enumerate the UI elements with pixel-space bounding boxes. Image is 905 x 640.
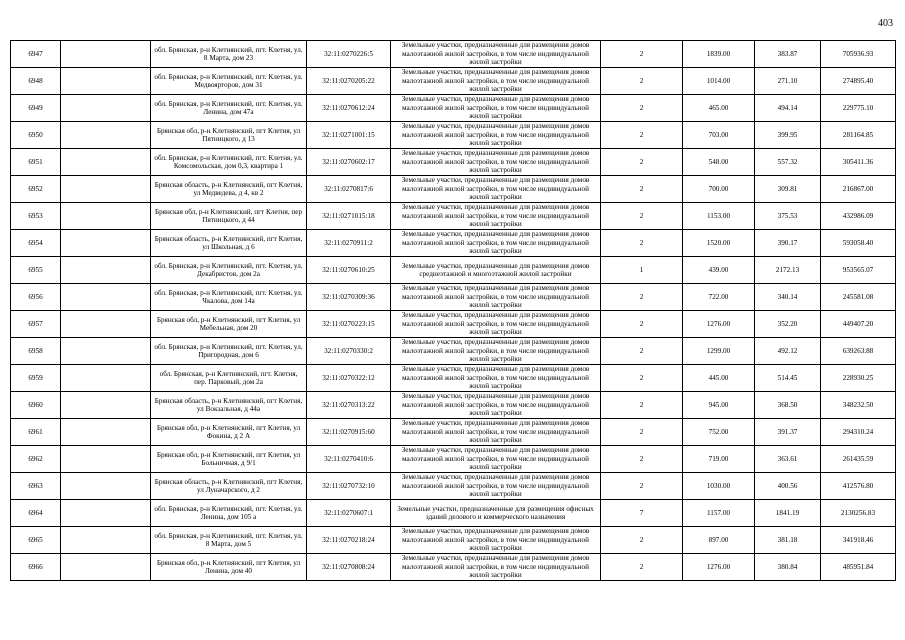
unit-value-cell: 383.87 bbox=[755, 41, 821, 68]
unit-value-cell: 271.10 bbox=[755, 68, 821, 95]
table-row bbox=[11, 554, 896, 581]
land-use-cell: Земельные участки, предназначенные для размещения домов малоэтажной жилой застройки, в том числе индивидуальной жилой застройки bbox=[391, 149, 601, 176]
land-use-cell: Земельные участки, предназначенные для размещения домов малоэтажной жилой застройки, в том числе индивидуальной жилой застройки bbox=[391, 176, 601, 203]
spacer-cell bbox=[61, 473, 151, 500]
cadastral-value-cell: 432986.09 bbox=[821, 203, 896, 230]
cadastral-number-cell: 32:11:0270322:12 bbox=[307, 365, 391, 392]
zone-cell: 2 bbox=[601, 68, 683, 95]
zone-cell: 2 bbox=[601, 446, 683, 473]
cadastral-value-cell: 705936.93 bbox=[821, 41, 896, 68]
row-number-cell: 6963 bbox=[11, 473, 61, 500]
land-use-cell: Земельные участки, предназначенные для размещения домов малоэтажной жилой застройки, в том числе индивидуальной жилой застройки bbox=[391, 311, 601, 338]
row-number-cell: 6965 bbox=[11, 527, 61, 554]
spacer-cell bbox=[61, 554, 151, 581]
row-number-cell: 6959 bbox=[11, 365, 61, 392]
land-use-cell: Земельные участки, предназначенные для размещения домов малоэтажной жилой застройки, в том числе индивидуальной жилой застройки bbox=[391, 473, 601, 500]
table-row bbox=[11, 446, 896, 473]
area-cell: 1014.00 bbox=[683, 68, 755, 95]
land-use-cell: Земельные участки, предназначенные для размещения офисных зданий делового и коммерческого назначения bbox=[391, 500, 601, 527]
table-row bbox=[11, 149, 896, 176]
area-cell: 752.00 bbox=[683, 419, 755, 446]
land-use-cell: Земельные участки, предназначенные для размещения домов малоэтажной жилой застройки, в том числе индивидуальной жилой застройки bbox=[391, 338, 601, 365]
row-number-cell: 6961 bbox=[11, 419, 61, 446]
unit-value-cell: 2172.13 bbox=[755, 257, 821, 284]
unit-value-cell: 399.95 bbox=[755, 122, 821, 149]
spacer-cell bbox=[61, 338, 151, 365]
cadastral-number-cell: 32:11:0270309:36 bbox=[307, 284, 391, 311]
spacer-cell bbox=[61, 122, 151, 149]
land-use-cell: Земельные участки, предназначенные для размещения домов малоэтажной жилой застройки, в том числе индивидуальной жилой застройки bbox=[391, 230, 601, 257]
zone-cell: 2 bbox=[601, 95, 683, 122]
row-number-cell: 6951 bbox=[11, 149, 61, 176]
spacer-cell bbox=[61, 149, 151, 176]
cadastral-number-cell: 32:11:0270218:24 bbox=[307, 527, 391, 554]
address-cell: Брянская обл, р-н Клетнянский, пгт Клетня, ул Пятницкого, д 13 bbox=[151, 122, 307, 149]
address-cell: обл. Брянская, р-н Клетнянский, пгт. Клетня, ул. Декабристов, дом 2а bbox=[151, 257, 307, 284]
table-row bbox=[11, 203, 896, 230]
cadastral-number-cell: 32:11:0270612:24 bbox=[307, 95, 391, 122]
row-number-cell: 6960 bbox=[11, 392, 61, 419]
unit-value-cell: 309.81 bbox=[755, 176, 821, 203]
row-number-cell: 6947 bbox=[11, 41, 61, 68]
row-number-cell: 6948 bbox=[11, 68, 61, 95]
unit-value-cell: 514.45 bbox=[755, 365, 821, 392]
zone-cell: 2 bbox=[601, 365, 683, 392]
cadastral-value-cell: 274895.40 bbox=[821, 68, 896, 95]
address-cell: Брянская обл, р-н Клетнянский, пгт Клетня, пер Пятницкого, д 44 bbox=[151, 203, 307, 230]
cadastral-value-cell: 294310.24 bbox=[821, 419, 896, 446]
unit-value-cell: 381.18 bbox=[755, 527, 821, 554]
unit-value-cell: 494.14 bbox=[755, 95, 821, 122]
cadastral-number-cell: 32:11:0270205:22 bbox=[307, 68, 391, 95]
area-cell: 1276.00 bbox=[683, 554, 755, 581]
address-cell: обл. Брянская, р-н Клетнянский, пгт. Клетня, ул. Ленина, дом 47а bbox=[151, 95, 307, 122]
unit-value-cell: 340.14 bbox=[755, 284, 821, 311]
zone-cell: 2 bbox=[601, 392, 683, 419]
row-number-cell: 6949 bbox=[11, 95, 61, 122]
unit-value-cell: 1841.19 bbox=[755, 500, 821, 527]
area-cell: 703.00 bbox=[683, 122, 755, 149]
address-cell: Брянская обл, р-н Клетнянский, пгт Клетня, ул Ленина, дом 40 bbox=[151, 554, 307, 581]
unit-value-cell: 492.12 bbox=[755, 338, 821, 365]
spacer-cell bbox=[61, 446, 151, 473]
cadastral-number-cell: 32:11:0270330:2 bbox=[307, 338, 391, 365]
spacer-cell bbox=[61, 176, 151, 203]
cadastral-value-cell: 2130256.83 bbox=[821, 500, 896, 527]
land-use-cell: Земельные участки, предназначенные для размещения домов малоэтажной жилой застройки, в том числе индивидуальной жилой застройки bbox=[391, 68, 601, 95]
row-number-cell: 6950 bbox=[11, 122, 61, 149]
land-use-cell: Земельные участки, предназначенные для размещения домов малоэтажной жилой застройки, в том числе индивидуальной жилой застройки bbox=[391, 203, 601, 230]
land-use-cell: Земельные участки, предназначенные для размещения домов малоэтажной жилой застройки, в том числе индивидуальной жилой застройки bbox=[391, 41, 601, 68]
table-row bbox=[11, 392, 896, 419]
cadastral-value-cell: 412576.80 bbox=[821, 473, 896, 500]
row-number-cell: 6964 bbox=[11, 500, 61, 527]
unit-value-cell: 352.20 bbox=[755, 311, 821, 338]
area-cell: 1030.00 bbox=[683, 473, 755, 500]
table-row bbox=[11, 365, 896, 392]
area-cell: 465.00 bbox=[683, 95, 755, 122]
row-number-cell: 6954 bbox=[11, 230, 61, 257]
address-cell: Брянская обл, р-н Клетнянский, пгт Клетня, ул Больничная, д 9/1 bbox=[151, 446, 307, 473]
zone-cell: 2 bbox=[601, 554, 683, 581]
cadastral-value-cell: 593058.40 bbox=[821, 230, 896, 257]
zone-cell: 2 bbox=[601, 41, 683, 68]
area-cell: 548.00 bbox=[683, 149, 755, 176]
address-cell: обл. Брянская, р-н Клетнянский, пгт. Клетня, ул. Ленина, дом 105 а bbox=[151, 500, 307, 527]
zone-cell: 2 bbox=[601, 284, 683, 311]
address-cell: Брянская область, р-н Клетнянский, пгт Клетня, ул Луначарского, д 2 bbox=[151, 473, 307, 500]
area-cell: 439.00 bbox=[683, 257, 755, 284]
cadastral-number-cell: 32:11:0270313:22 bbox=[307, 392, 391, 419]
area-cell: 722.00 bbox=[683, 284, 755, 311]
cadastral-number-cell: 32:11:0270410:6 bbox=[307, 446, 391, 473]
spacer-cell bbox=[61, 419, 151, 446]
cadastral-number-cell: 32:11:0270817:6 bbox=[307, 176, 391, 203]
spacer-cell bbox=[61, 230, 151, 257]
table-row bbox=[11, 41, 896, 68]
cadastral-value-cell: 245581.08 bbox=[821, 284, 896, 311]
row-number-cell: 6953 bbox=[11, 203, 61, 230]
cadastral-value-cell: 485951.84 bbox=[821, 554, 896, 581]
unit-value-cell: 400.56 bbox=[755, 473, 821, 500]
cadastral-number-cell: 32:11:0270911:2 bbox=[307, 230, 391, 257]
land-use-cell: Земельные участки, предназначенные для размещения домов малоэтажной жилой застройки, в том числе индивидуальной жилой застройки bbox=[391, 554, 601, 581]
area-cell: 445.00 bbox=[683, 365, 755, 392]
area-cell: 1839.00 bbox=[683, 41, 755, 68]
row-number-cell: 6952 bbox=[11, 176, 61, 203]
area-cell: 1153.00 bbox=[683, 203, 755, 230]
spacer-cell bbox=[61, 257, 151, 284]
spacer-cell bbox=[61, 41, 151, 68]
zone-cell: 2 bbox=[601, 230, 683, 257]
cadastral-number-cell: 32:11:0270610:25 bbox=[307, 257, 391, 284]
land-plot-table bbox=[10, 40, 896, 581]
unit-value-cell: 391.37 bbox=[755, 419, 821, 446]
row-number-cell: 6958 bbox=[11, 338, 61, 365]
cadastral-number-cell: 32:11:0271001:15 bbox=[307, 122, 391, 149]
table-row bbox=[11, 257, 896, 284]
address-cell: Брянская обл, р-н Клетнянский, пгт Клетня, ул Мебельная, дом 20 bbox=[151, 311, 307, 338]
address-cell: обл. Брянская, р-н Клетнянский, пгт. Клетня, ул. Пригородная, дом 6 bbox=[151, 338, 307, 365]
zone-cell: 2 bbox=[601, 311, 683, 338]
row-number-cell: 6956 bbox=[11, 284, 61, 311]
address-cell: обл. Брянская, р-н Клетнянский, пгт. Клетня, ул. Чкалова, дом 14а bbox=[151, 284, 307, 311]
area-cell: 1276.00 bbox=[683, 311, 755, 338]
table-row bbox=[11, 95, 896, 122]
land-use-cell: Земельные участки, предназначенные для размещения домов малоэтажной жилой застройки, в том числе индивидуальной жилой застройки bbox=[391, 392, 601, 419]
cadastral-number-cell: 32:11:0271015:18 bbox=[307, 203, 391, 230]
unit-value-cell: 363.61 bbox=[755, 446, 821, 473]
cadastral-value-cell: 348232.50 bbox=[821, 392, 896, 419]
cadastral-number-cell: 32:11:0270808:24 bbox=[307, 554, 391, 581]
land-use-cell: Земельные участки, предназначенные для размещения домов малоэтажной жилой застройки, в том числе индивидуальной жилой застройки bbox=[391, 419, 601, 446]
zone-cell: 2 bbox=[601, 203, 683, 230]
table-row bbox=[11, 284, 896, 311]
zone-cell: 2 bbox=[601, 176, 683, 203]
table-row bbox=[11, 176, 896, 203]
land-use-cell: Земельные участки, предназначенные для размещения домов малоэтажной жилой застройки, в том числе индивидуальной жилой застройки bbox=[391, 284, 601, 311]
spacer-cell bbox=[61, 95, 151, 122]
cadastral-value-cell: 639263.88 bbox=[821, 338, 896, 365]
cadastral-number-cell: 32:11:0270607:1 bbox=[307, 500, 391, 527]
land-use-cell: Земельные участки, предназначенные для размещения домов среднеэтажной и многоэтажной жилой застройки bbox=[391, 257, 601, 284]
area-cell: 1299.00 bbox=[683, 338, 755, 365]
cadastral-value-cell: 305411.36 bbox=[821, 149, 896, 176]
zone-cell: 2 bbox=[601, 473, 683, 500]
zone-cell: 2 bbox=[601, 527, 683, 554]
address-cell: Брянская область, р-н Клетнянский, пгт Клетня, ул Вокзальная, д 44а bbox=[151, 392, 307, 419]
unit-value-cell: 380.84 bbox=[755, 554, 821, 581]
land-use-cell: Земельные участки, предназначенные для размещения домов малоэтажной жилой застройки, в том числе индивидуальной жилой застройки bbox=[391, 95, 601, 122]
table-row bbox=[11, 500, 896, 527]
row-number-cell: 6957 bbox=[11, 311, 61, 338]
unit-value-cell: 390.17 bbox=[755, 230, 821, 257]
address-cell: обл. Брянская, р-н Клетнянский, пгт. Клетня, ул. Медвоярторов, дом 31 bbox=[151, 68, 307, 95]
cadastral-number-cell: 32:11:0270915:60 bbox=[307, 419, 391, 446]
land-use-cell: Земельные участки, предназначенные для размещения домов малоэтажной жилой застройки, в том числе индивидуальной жилой застройки bbox=[391, 365, 601, 392]
cadastral-value-cell: 228930.25 bbox=[821, 365, 896, 392]
area-cell: 897.00 bbox=[683, 527, 755, 554]
spacer-cell bbox=[61, 68, 151, 95]
zone-cell: 1 bbox=[601, 257, 683, 284]
cadastral-number-cell: 32:11:0270226:5 bbox=[307, 41, 391, 68]
zone-cell: 2 bbox=[601, 419, 683, 446]
cadastral-value-cell: 341918.46 bbox=[821, 527, 896, 554]
row-number-cell: 6966 bbox=[11, 554, 61, 581]
row-number-cell: 6955 bbox=[11, 257, 61, 284]
area-cell: 945.00 bbox=[683, 392, 755, 419]
cadastral-number-cell: 32:11:0270223:15 bbox=[307, 311, 391, 338]
table-row bbox=[11, 419, 896, 446]
table-body bbox=[11, 41, 896, 581]
row-number-cell: 6962 bbox=[11, 446, 61, 473]
address-cell: обл. Брянская, р-н Клетнянский, пгт. Клетня, ул. Комсомольская, дом 0,3, квартира 1 bbox=[151, 149, 307, 176]
table-row bbox=[11, 68, 896, 95]
address-cell: обл. Брянская, р-н Клетнянский, пгт. Клетня, ул. 8 Марта, дом 5 bbox=[151, 527, 307, 554]
cadastral-value-cell: 281164.85 bbox=[821, 122, 896, 149]
area-cell: 1520.00 bbox=[683, 230, 755, 257]
table-row bbox=[11, 473, 896, 500]
land-use-cell: Земельные участки, предназначенные для размещения домов малоэтажной жилой застройки, в том числе индивидуальной жилой застройки bbox=[391, 527, 601, 554]
unit-value-cell: 375.53 bbox=[755, 203, 821, 230]
zone-cell: 2 bbox=[601, 149, 683, 176]
spacer-cell bbox=[61, 284, 151, 311]
area-cell: 719.00 bbox=[683, 446, 755, 473]
zone-cell: 2 bbox=[601, 122, 683, 149]
address-cell: обл. Брянская, р-н Клетнянский, пгт. Клетня, пер. Парковый, дом 2а bbox=[151, 365, 307, 392]
cadastral-number-cell: 32:11:0270602:17 bbox=[307, 149, 391, 176]
zone-cell: 7 bbox=[601, 500, 683, 527]
area-cell: 700.00 bbox=[683, 176, 755, 203]
table-row bbox=[11, 311, 896, 338]
cadastral-number-cell: 32:11:0270732:10 bbox=[307, 473, 391, 500]
table-row bbox=[11, 527, 896, 554]
address-cell: Брянская область, р-н Клетнянский, пгт Клетня, ул Медведева, д 4, кв 2 bbox=[151, 176, 307, 203]
spacer-cell bbox=[61, 311, 151, 338]
land-use-cell: Земельные участки, предназначенные для размещения домов малоэтажной жилой застройки, в том числе индивидуальной жилой застройки bbox=[391, 122, 601, 149]
zone-cell: 2 bbox=[601, 338, 683, 365]
cadastral-value-cell: 261435.59 bbox=[821, 446, 896, 473]
cadastral-value-cell: 229775.10 bbox=[821, 95, 896, 122]
spacer-cell bbox=[61, 203, 151, 230]
cadastral-value-cell: 449407.20 bbox=[821, 311, 896, 338]
cadastral-value-cell: 953565.07 bbox=[821, 257, 896, 284]
spacer-cell bbox=[61, 527, 151, 554]
unit-value-cell: 368.50 bbox=[755, 392, 821, 419]
address-cell: Брянская область, р-н Клетнянский, пгт Клетня, ул Школьная, д 6 bbox=[151, 230, 307, 257]
area-cell: 1157.00 bbox=[683, 500, 755, 527]
spacer-cell bbox=[61, 500, 151, 527]
cadastral-value-cell: 216867.00 bbox=[821, 176, 896, 203]
table-row bbox=[11, 230, 896, 257]
address-cell: Брянская обл, р-н Клетнянский, пгт Клетня, ул Фокина, д 2 А bbox=[151, 419, 307, 446]
unit-value-cell: 557.32 bbox=[755, 149, 821, 176]
spacer-cell bbox=[61, 365, 151, 392]
table-row bbox=[11, 338, 896, 365]
page-number: 403 bbox=[878, 18, 893, 29]
address-cell: обл. Брянская, р-н Клетнянский, пгт. Клетня, ул. 8 Марта, дом 23 bbox=[151, 41, 307, 68]
spacer-cell bbox=[61, 392, 151, 419]
land-use-cell: Земельные участки, предназначенные для размещения домов малоэтажной жилой застройки, в том числе индивидуальной жилой застройки bbox=[391, 446, 601, 473]
table-row bbox=[11, 122, 896, 149]
